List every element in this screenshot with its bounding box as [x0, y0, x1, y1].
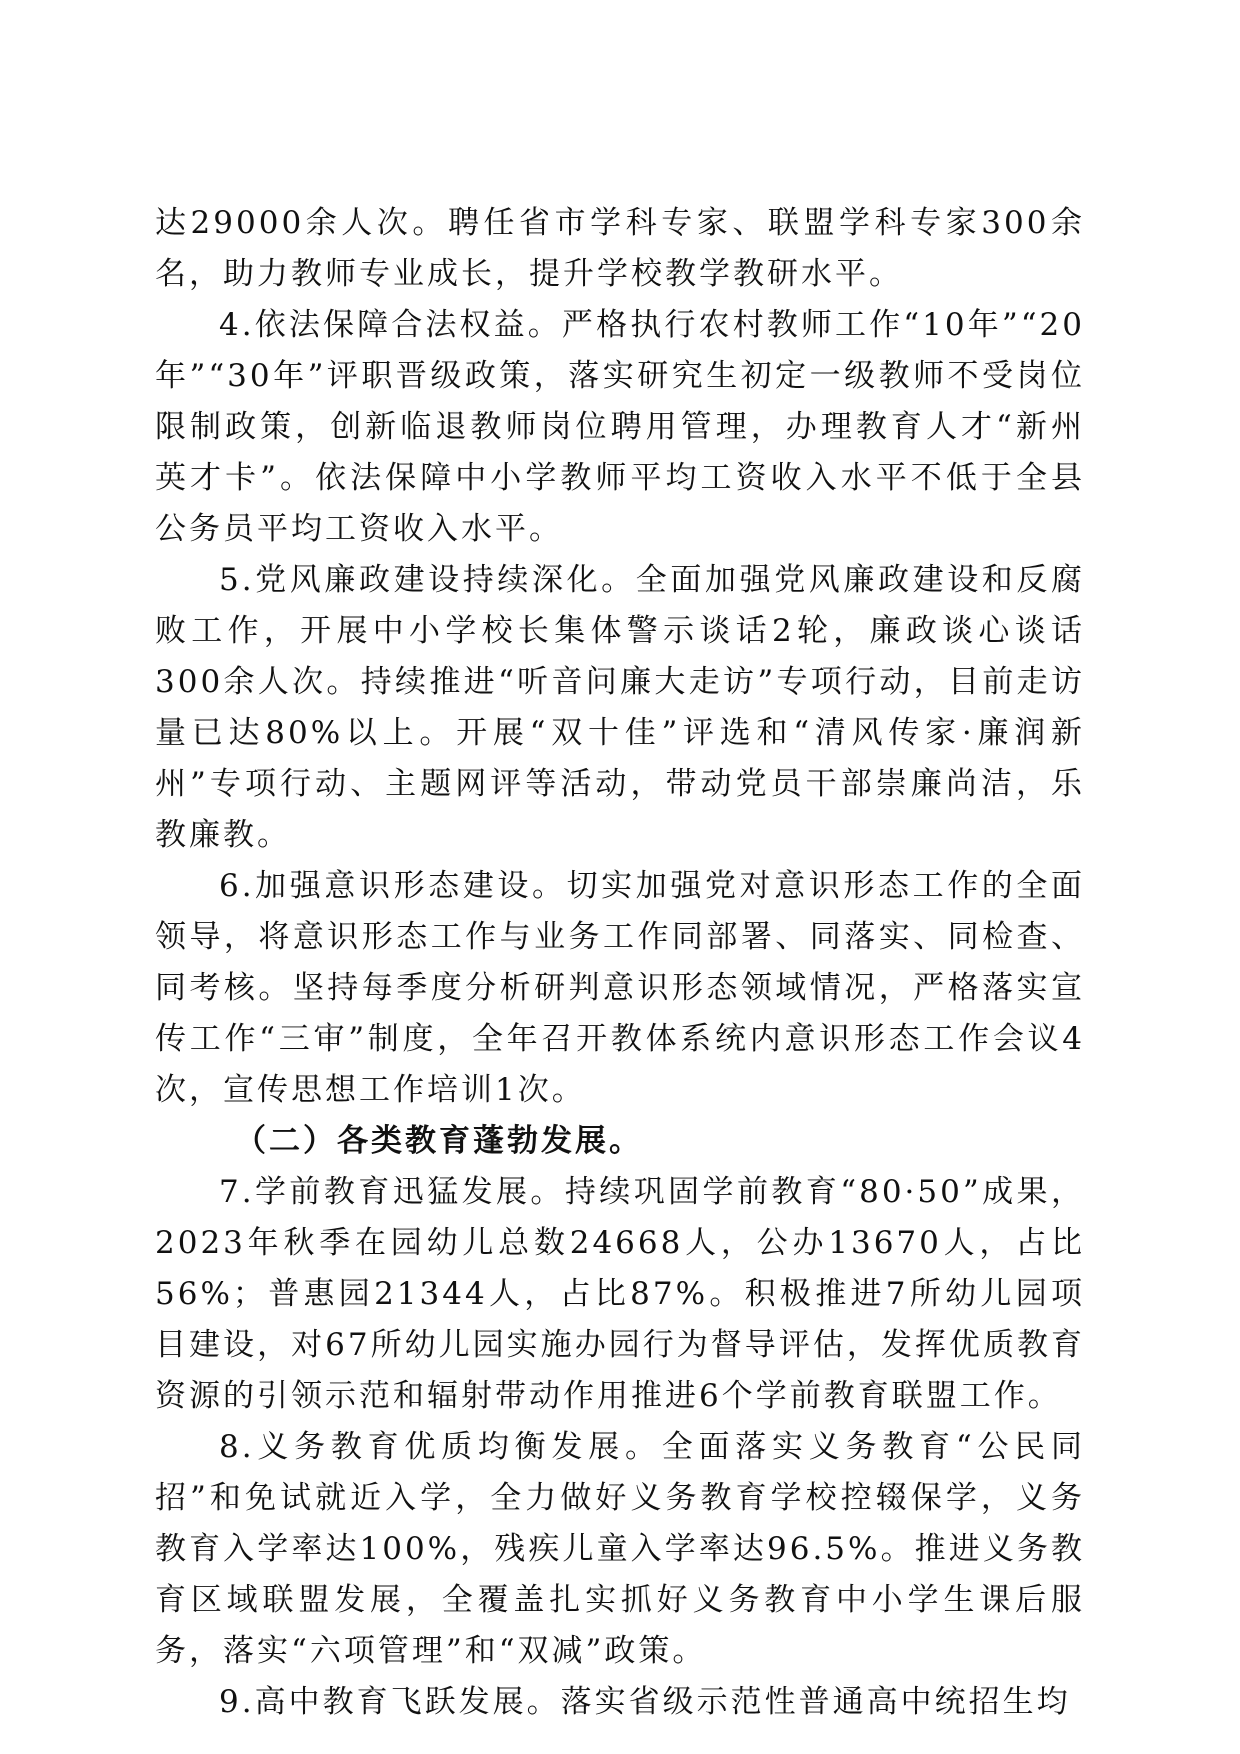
section-heading: （二）各类教育蓬勃发展。: [235, 1123, 643, 1159]
paragraph-item-8: 8.义务教育优质均衡发展。全面落实义务教育“公民同招”和免试就近入学，全力做好义务教育学校控辍保学，义务教育入学率达100%，残疾儿童入学率达96.5%。推进义务教育区域联盟发展，全覆盖扎实抓好义务教育中小学生课后服务，落实“六项管理”和“双减”政策。: [155, 1429, 1085, 1669]
document-body: [155, 198, 1085, 1728]
paragraph-item-6: 6.加强意识形态建设。切实加强党对意识形态工作的全面领导，将意识形态工作与业务工作同部署、同落实、同检查、同考核。坚持每季度分析研判意识形态领域情况，严格落实宣传工作“三审”制度，全年召开教体系统内意识形态工作会议4次，宣传思想工作培训1次。: [155, 868, 1085, 1108]
paragraph-item-7: 7.学前教育迅猛发展。持续巩固学前教育“80·50”成果，2023年秋季在园幼儿总数24668人，公办13670人，占比56%；普惠园21344人，占比87%。积极推进7所幼儿园项目建设，对67所幼儿园实施办园行为督导评估，发挥优质教育资源的引领示范和辐射带动作用推进6个学前教育联盟工作。: [155, 1174, 1085, 1414]
paragraph-continuation: 达29000余人次。聘任省市学科专家、联盟学科专家300余名，助力教师专业成长，提升学校教学教研水平。: [155, 205, 1085, 292]
paragraph-item-9: 9.高中教育飞跃发展。落实省级示范性普通高中统招生均: [219, 1684, 1071, 1720]
paragraph-item-5: 5.党风廉政建设持续深化。全面加强党风廉政建设和反腐败工作，开展中小学校长集体警示谈话2轮，廉政谈心谈话300余人次。持续推进“听音问廉大走访”专项行动，目前走访量已达80%以上。开展“双十佳”评选和“清风传家·廉润新州”专项行动、主题网评等活动，带动党员干部崇廉尚洁，乐教廉教。: [155, 562, 1085, 853]
paragraph-item-4: 4.依法保障合法权益。严格执行农村教师工作“10年”“20年”“30年”评职晋级政策，落实研究生初定一级教师不受岗位限制政策，创新临退教师岗位聘用管理，办理教育人才“新州英才卡”。依法保障中小学教师平均工资收入水平不低于全县公务员平均工资收入水平。: [155, 307, 1085, 547]
